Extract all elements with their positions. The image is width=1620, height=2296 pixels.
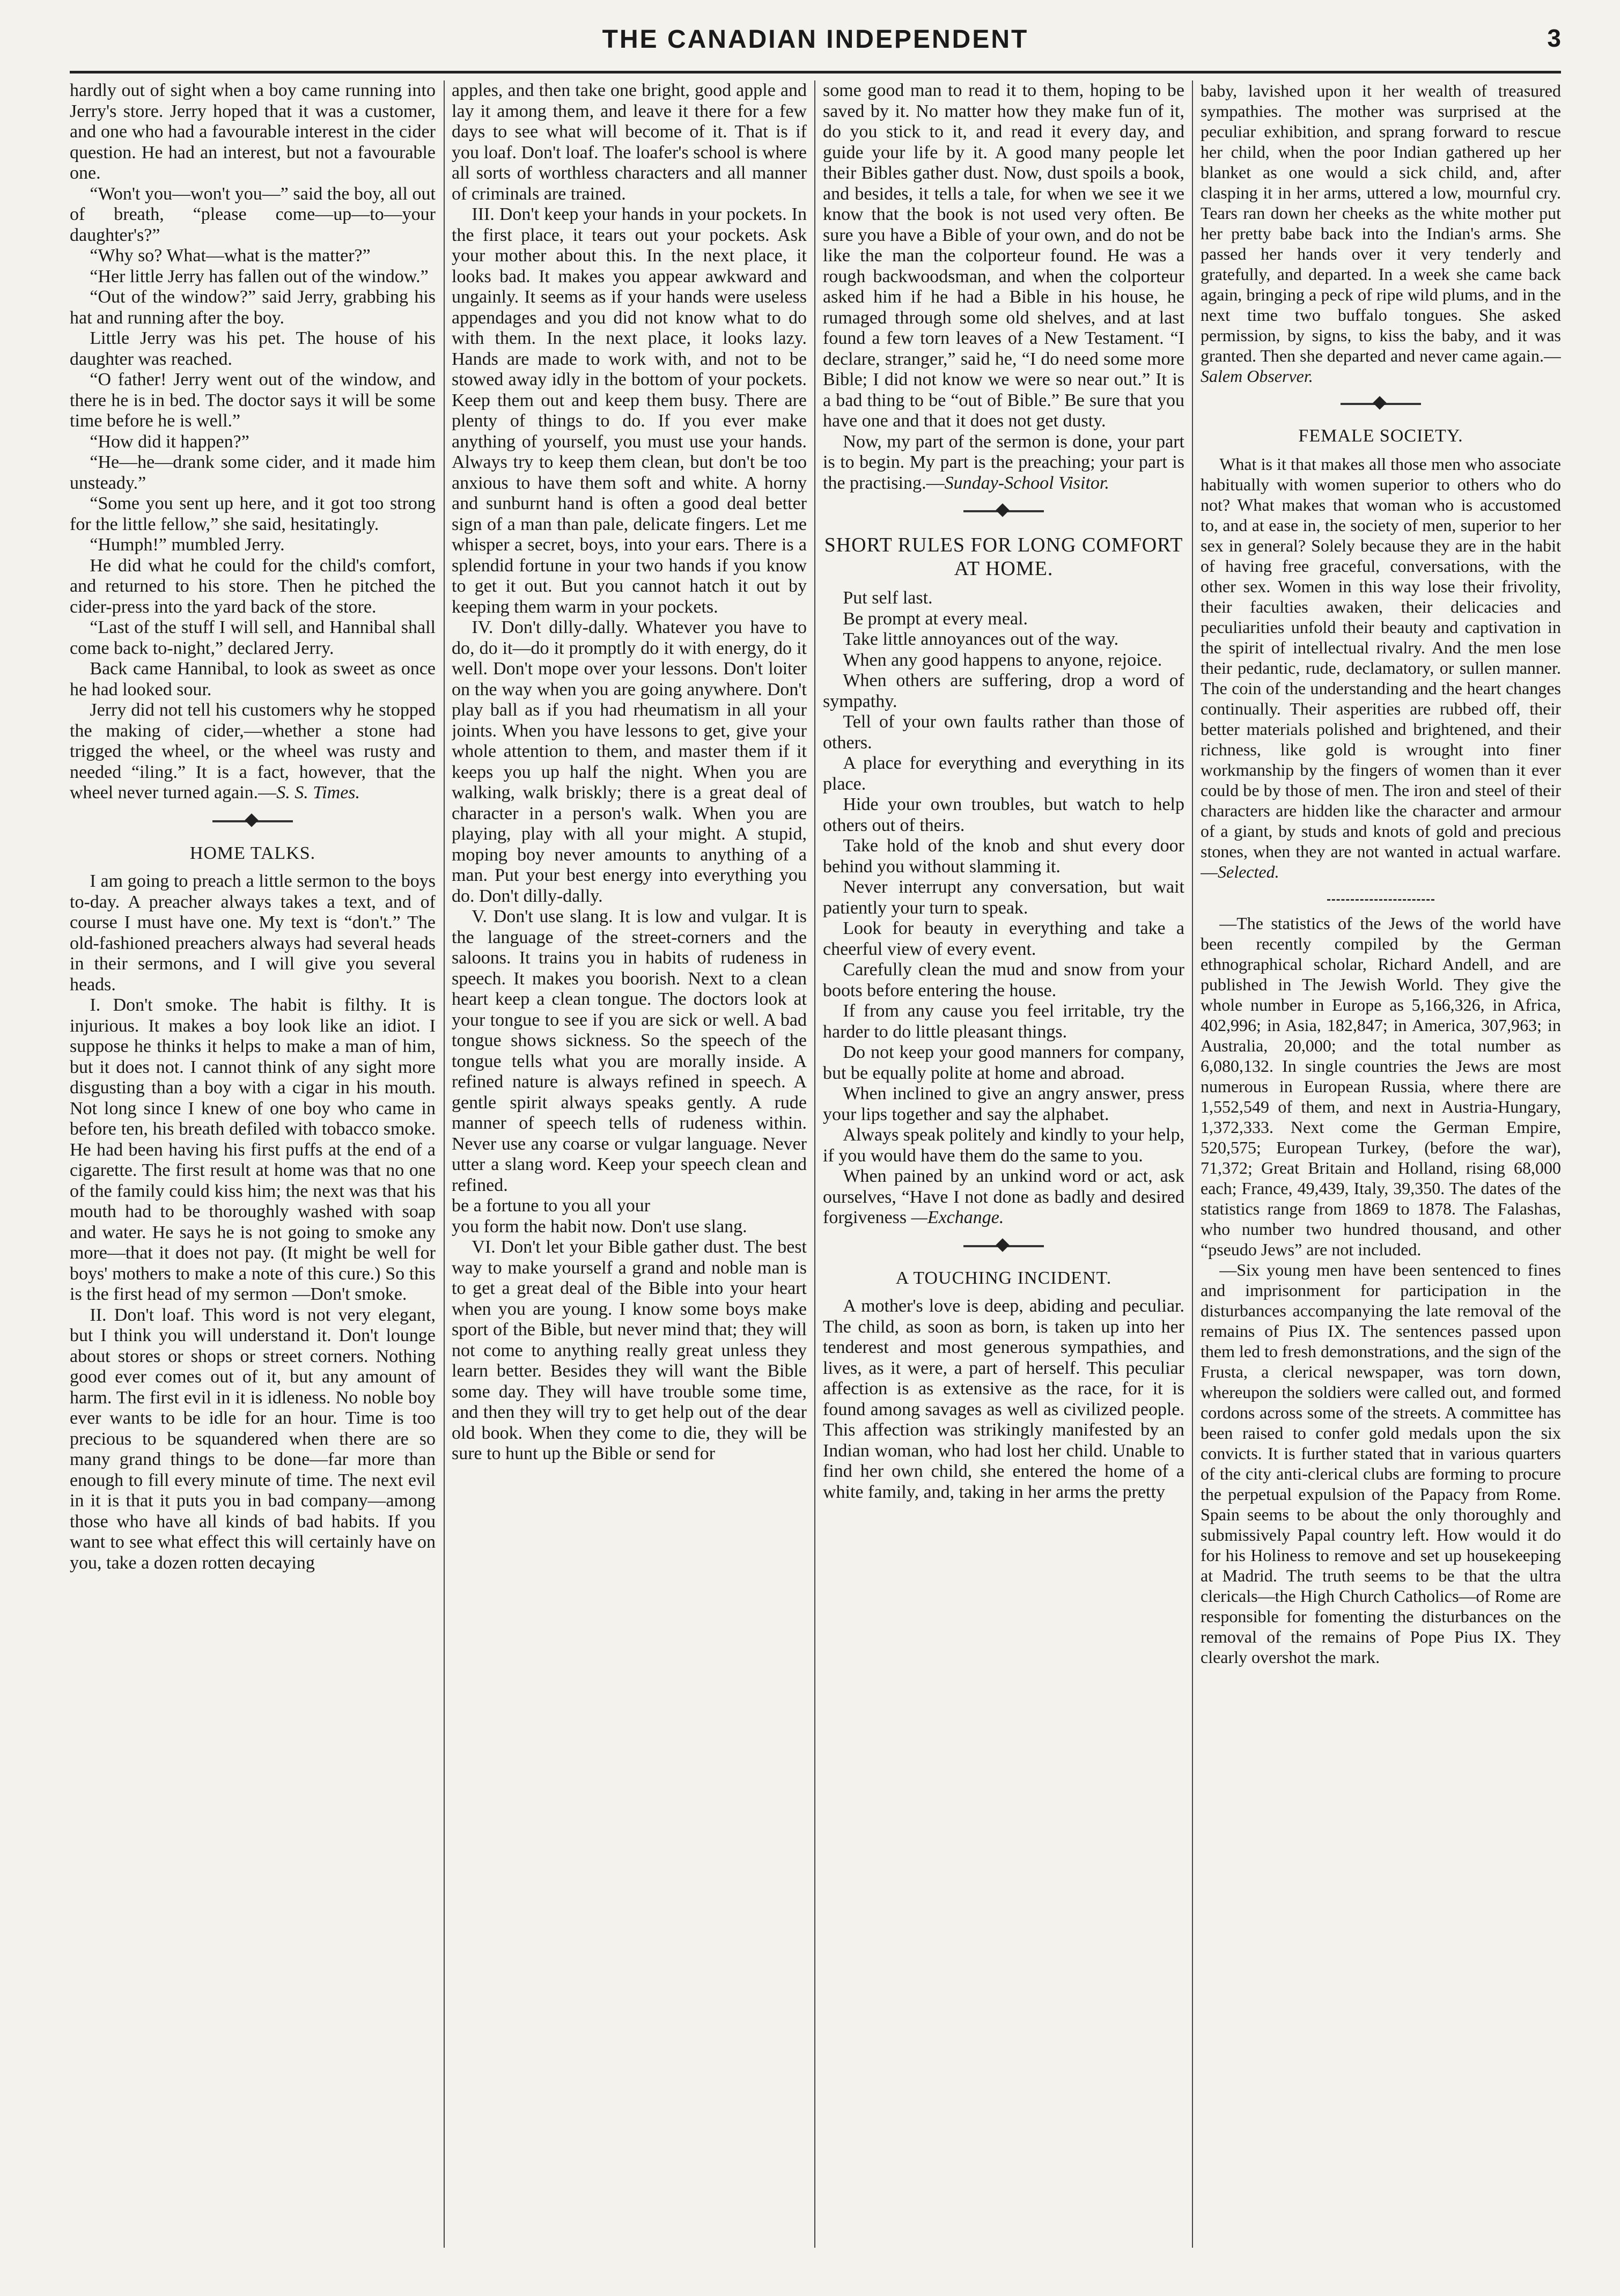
paragraph-text: Jerry did not tell his customers why he stopped the making of cider,—whether a stone had trigged the wheel, or the wheel was rusty and needed “iling.” It is a fact, however, that the wheel never turned again.—	[70, 700, 436, 803]
column-1	[70, 80, 436, 2248]
rule-item: Put self last.	[843, 588, 933, 608]
article-heading: FEMALE SOCIETY.	[1298, 426, 1463, 446]
paragraph: III. Don't keep your hands in your pockets. In the first place, it tears out your pockets. Ask your mother about this. In the next place, it looks bad. It makes you appear awkward and ungainly. It seems as if your hands were useless appendages and you did not know what to do with them. In the next place, it looks lazy. Hands are made to work with, and not to be stowed away idly in the bottom of your pockets. Keep them out and keep them busy. There are plenty of things to do. If you ever make anything of yourself, you must use your hands. Always try to keep them clean, but don't be too anxious to have them soft and white. A horny and sunburnt hand is often a good deal better sign of a man than pale, delicate fingers. Let me whisper a secret, boys, into your ears. There is a splendid fortune in your two hands if you know to get it out. But you cannot hatch it out by keeping them warm in your pockets.	[452, 204, 807, 617]
paragraph: “Some you sent up here, and it got too strong for the little fellow,” she said, hesitatingly.	[70, 494, 436, 534]
paragraph: V. Don't use slang. It is low and vulgar. It is the language of the street-corners and the saloons. It trains you in habits of rudeness in speech. It makes you boorish. Next to a clean heart keep a clean tongue. The doctors look at your tongue to see if you are sick or well. A bad tongue shows sickness. So the speech of the tongue tells what you are morally inside. A refined nature is always refined in speech. A gentle spirit always speaks gently. A rude manner of speech tells of rudeness within. Never use any coarse or vulgar language. Never utter a slang word. Keep your speech clean and refined.	[452, 907, 807, 1195]
rule-item: Be prompt at every meal.	[843, 608, 1028, 629]
paragraph	[1201, 80, 1561, 386]
rule-item: When others are suffering, drop a word of sympathy.	[823, 671, 1184, 711]
paragraph: “Her little Jerry has fallen out of the window.”	[90, 266, 429, 286]
paragraph: He did what he could for the child's comfort, and returned to his store. Then he pitched the cider-press into the yard back of the store.	[70, 555, 436, 617]
column-rule	[814, 80, 815, 2248]
rule-item: Hide your own troubles, but watch to help others out of theirs.	[823, 794, 1184, 835]
rule-item: Look for beauty in everything and take a cheerful view of every event.	[823, 918, 1184, 959]
paragraph-text: What is it that makes all those men who associate habitually with women superior to others who do not? What makes that woman who is accustomed to, and at ease in, the society of men, superior to her sex in general? Solely because they are in the habit of having free graceful, conversations, with the other sex. Women in this way lose their frivolity, their faculties awaken, their delicacies and peculiarities unfold their beauty and captivation in the spirit of intellectual rivalry. And the men lose their pedantic, rude, declamatory, or sullen manner. The coin of the understanding and the heart changes continually. Their asperities are rubbed off, their better materials polished and brightened, and their richness, like gold is wrought into finer workmanship by the fingers of women than it ever could be by those of men. The iron and steel of their characters are hidden like the character and armour of a giant, by studs and knots of gold and precious stones, when they are not wanted in actual warfare.—	[1201, 454, 1561, 881]
paragraph	[70, 700, 436, 804]
section-separator	[823, 1238, 1184, 1254]
article-source: —Exchange.	[911, 1208, 1004, 1227]
paragraph: you form the habit now. Don't use slang.	[452, 1216, 747, 1237]
paragraph: —Six young men have been sentenced to fines and imprisonment for participation in the disturbances accompanying the late removal of the remains of Pius IX. The sentences passed upon them led to fresh demonstrations, and the sign of the Frusta, a clerical newspaper, was torn down, whereupon the soldiers were called out, and formed cordons across some of the streets. A committee has been raised to confer gold medals upon the six convicts. It is further stated that in various quarters of the city anti-clerical clubs are forming to procure the perpetual expulsion of the Papacy from Rome. Spain seems to be about the only thoroughly and submissively Papal country left. How would it do for his Holiness to remove and set up housekeeping at Madrid. The truth seems to be that the ultra clericals—the High Church Catholics—of Rome are responsible for fomenting the disturbances on the removal of the remains of Pope Pius IX. They clearly overshot the mark.	[1201, 1260, 1561, 1667]
rule-item: Always speak politely and kindly to your help, if you would have them do the same to you.	[823, 1125, 1184, 1166]
paragraph: “Humph!” mumbled Jerry.	[90, 535, 285, 555]
paragraph: “Out of the window?” said Jerry, grabbing his hat and running after the boy.	[70, 287, 436, 328]
paragraph: Little Jerry was his pet. The house of his daughter was reached.	[70, 328, 436, 369]
paragraph: —The statistics of the Jews of the world have been recently compiled by the German ethnographical scholar, Richard Andell, and are published in The Jewish World. They give the whole number in Europe as 5,166,326, in Africa, 402,996; in Asia, 182,847; in America, 307,963; in Australia, 20,000; and the total number as 6,080,132. In single countries the Jews are most numerous in European Russia, where there are 1,552,549 of them, and next in Austria-Hungary, 1,372,333. Next come the German Empire, 520,575; European Turkey, (before the war), 71,372; Great Britain and Holland, rising 68,000 each; France, 49,439, Italy, 39,350. The dates of the statistics range from 1869 to 1878. The Falashas, who number two hundred thousand, and other “pseudo Jews” are not included.	[1201, 914, 1561, 1259]
paragraph: VI. Don't let your Bible gather dust. The best way to make yourself a grand and noble man is to get a great deal of the Bible into your heart when you are young. I know some boys make sport of the Bible, but never mind that; they will not come to anything really great unless they learn better. Besides they will want the Bible some day. They will have trouble some time, and then they will try to get help out of the dear old book. When they come to die, they will be sure to hunt up the Bible or send for	[452, 1237, 807, 1463]
column-rule	[444, 80, 445, 2248]
rule-item: If from any cause you feel irritable, try the harder to do little pleasant things.	[823, 1001, 1184, 1042]
article-source: S. S. Times.	[276, 783, 360, 803]
section-separator	[823, 503, 1184, 519]
paragraph: hardly out of sight when a boy came running into Jerry's store. Jerry hoped that it was a customer, and one who had a favourable interest in the cider question. He had an interest, but not a favourable one.	[70, 80, 436, 183]
paragraph-text: baby, lavished upon it her wealth of treasured sympathies. The mother was surprised at the peculiar exhibition, and sprang forward to rescue her child, when the poor Indian gathered up her blanket as one would a sick child, and, after clasping it in her arms, uttered a low, mournful cry. Tears ran down her cheeks as the white mother put her pretty babe back into the Indian's arms. She passed her hands over it very tenderly and gratefully, and departed. In a week she came back again, bringing a peck of ripe wild plums, and in the next time two buffalo tongues. She asked permission, by signs, to kiss the baby, and it was granted. Then she departed and never came again.—	[1201, 81, 1561, 365]
rule-text: When pained by an unkind word or act, ask ourselves, “Have I not done as badly and desired forgiveness	[823, 1166, 1184, 1227]
paragraph: I am going to preach a little sermon to the boys to-day. A preacher always takes a text, and of course I must have one. My text is “don't.” The old-fashioned preachers always had several heads in their sermons, and I will give you several heads.	[70, 871, 436, 995]
paragraph: IV. Don't dilly-dally. Whatever you have to do, do it—do it promptly do it with energy, do it well. Don't mope over your lessons. Don't loiter on the way when you are going anywhere. Don't play ball as if you had rheumatism in all your joints. When you have lessons to get, give your whole attention to them, and master them if it keeps you up half the night. When you are walking, walk briskly; there is a great deal of character in a person's walk. When you are playing, play with all your might. A stupid, moping boy never amounts to anything of a man. Put your best energy into everything you do. Don't dilly-dally.	[452, 617, 807, 906]
column-3	[823, 80, 1184, 2248]
column-rule	[1192, 80, 1193, 2248]
article-source: Selected.	[1218, 862, 1279, 881]
rule-item: Take hold of the knob and shut every door behind you without slamming it.	[823, 836, 1184, 877]
section-separator	[70, 813, 436, 829]
article-heading: A TOUCHING INCIDENT.	[895, 1268, 1112, 1288]
column-2	[452, 80, 807, 2248]
paragraph: II. Don't loaf. This word is not very elegant, but I think you will understand it. Don't lounge about stores or shops or street corners. Nothing good ever comes out of it, but any amount of harm. The first evil in it is idleness. No noble boy ever wants to be idle for an hour. Time is too precious to be squandered when there are so many grand things to be done—far more than enough to fill every minute of time. The next evil in it is that it puts you in bad company—among those who have all kinds of bad habits. If you want to see what effect this will certainly have on you, take a dozen rotten decaying	[70, 1305, 436, 1573]
paragraph	[823, 432, 1184, 494]
paragraph: “How did it happen?”	[90, 431, 249, 452]
paragraph: “Why so? What—what is the matter?”	[90, 246, 371, 266]
article-source: Salem Observer.	[1201, 366, 1313, 386]
column-4	[1201, 80, 1561, 2248]
header-rule	[70, 71, 1561, 73]
rule-item: Tell of your own faults rather than those of others.	[823, 712, 1184, 753]
page-number: 3	[1547, 24, 1561, 52]
newspaper-title: THE CANADIAN INDEPENDENT	[602, 25, 1029, 54]
rule-item: When inclined to give an angry answer, press your lips together and say the alphabet.	[823, 1084, 1184, 1124]
article-heading: HOME TALKS.	[189, 843, 316, 863]
paragraph: “He—he—drank some cider, and it made him unsteady.”	[70, 452, 436, 493]
paragraph: some good man to read it to them, hoping to be saved by it. No matter how they make fun of it, do you stick to it, and read it every day, and guide your life by it. A good many people let their Bibles gather dust. Now, dust spoils a book, and besides, it tells a tale, for when we see it we know that the book is not used very often. Be sure you have a Bible of your own, and do not be like the man the colporteur found. He was a rough backwoodsman, and when the colporteur asked him if he had a Bible in his house, he rumaged through some old shelves, and at last found a few torn leaves of a New Testament. “I declare, stranger,” said he, “I do need some more Bible; I did not know we were so near out.” It is a bad thing to be “out of Bible.” Be sure that you have one and that it does not get dusty.	[823, 80, 1184, 431]
paragraph: Back came Hannibal, to look as sweet as once he had looked sour.	[70, 659, 436, 700]
rule-item: Carefully clean the mud and snow from your boots before entering the house.	[823, 960, 1184, 1000]
section-separator	[1201, 892, 1561, 908]
paragraph-text: Now, my part of the sermon is done, your part is to begin. My part is the preaching; your part is the practising.—	[823, 431, 1184, 493]
article-heading: SHORT RULES FOR LONG COMFORT AT HOME.	[824, 534, 1183, 580]
paragraph: A mother's love is deep, abiding and peculiar. The child, as soon as born, is taken up into her tenderest and most generous sympathies, and lives, as it were, a part of herself. This peculiar affection is as extensive as the race, for it is found among savages as well as civilized people. This affection was strikingly manifested by an Indian woman, who had lost her child. Unable to find her own child, she entered the home of a white family, and, taking in her arms the pretty	[823, 1296, 1184, 1502]
masthead	[70, 21, 1561, 69]
section-separator	[1201, 396, 1561, 412]
rule-item: When any good happens to anyone, rejoice.	[843, 650, 1162, 670]
rule-item	[823, 1166, 1184, 1228]
article-source: Sunday-School Visitor.	[944, 473, 1109, 493]
rule-item: A place for everything and everything in its place.	[823, 753, 1184, 794]
paragraph: be a fortune to you all your	[452, 1196, 651, 1216]
paragraph: “O father! Jerry went out of the window, and there he is in bed. The doctor says it will be some time before he is well.”	[70, 370, 436, 431]
rule-item: Do not keep your good manners for company, but be equally polite at home and abroad.	[823, 1042, 1184, 1083]
rule-item: Never interrupt any conversation, but wait patiently your turn to speak.	[823, 877, 1184, 918]
rule-item: Take little annoyances out of the way.	[843, 629, 1119, 649]
paragraph: apples, and then take one bright, good apple and lay it among them, and leave it there for a few days to see what will become of it. That is if you loaf. Don't loaf. The loafer's school is where all sorts of worthless characters and all manner of criminals are trained.	[452, 80, 807, 204]
paragraph: “Won't you—won't you—” said the boy, all out of breath, “please come—up—to—your daughter's?”	[70, 183, 436, 245]
paragraph	[1201, 454, 1561, 882]
paragraph: I. Don't smoke. The habit is filthy. It is injurious. It makes a boy look like an idiot. I suppose he thinks it helps to make a man of him, but it does not. I cannot think of any sight more disgusting than a boy with a cigar in his mouth. Not long since I knew of one boy who came in before ten, his breath defiled with tobacco smoke. He had been having his first puffs at the end of a cigarette. The first result at home was that no one of the family could kiss him; the next was that his mouth had to be thoroughly washed with soap and water. He says he is not going to smoke any more—that it does not pay. (It might be well for boys' mothers to make a note of this cure.) So this is the first head of my sermon —Don't smoke.	[70, 995, 436, 1304]
paragraph: “Last of the stuff I will sell, and Hannibal shall come back to-night,” declared Jerry.	[70, 617, 436, 658]
